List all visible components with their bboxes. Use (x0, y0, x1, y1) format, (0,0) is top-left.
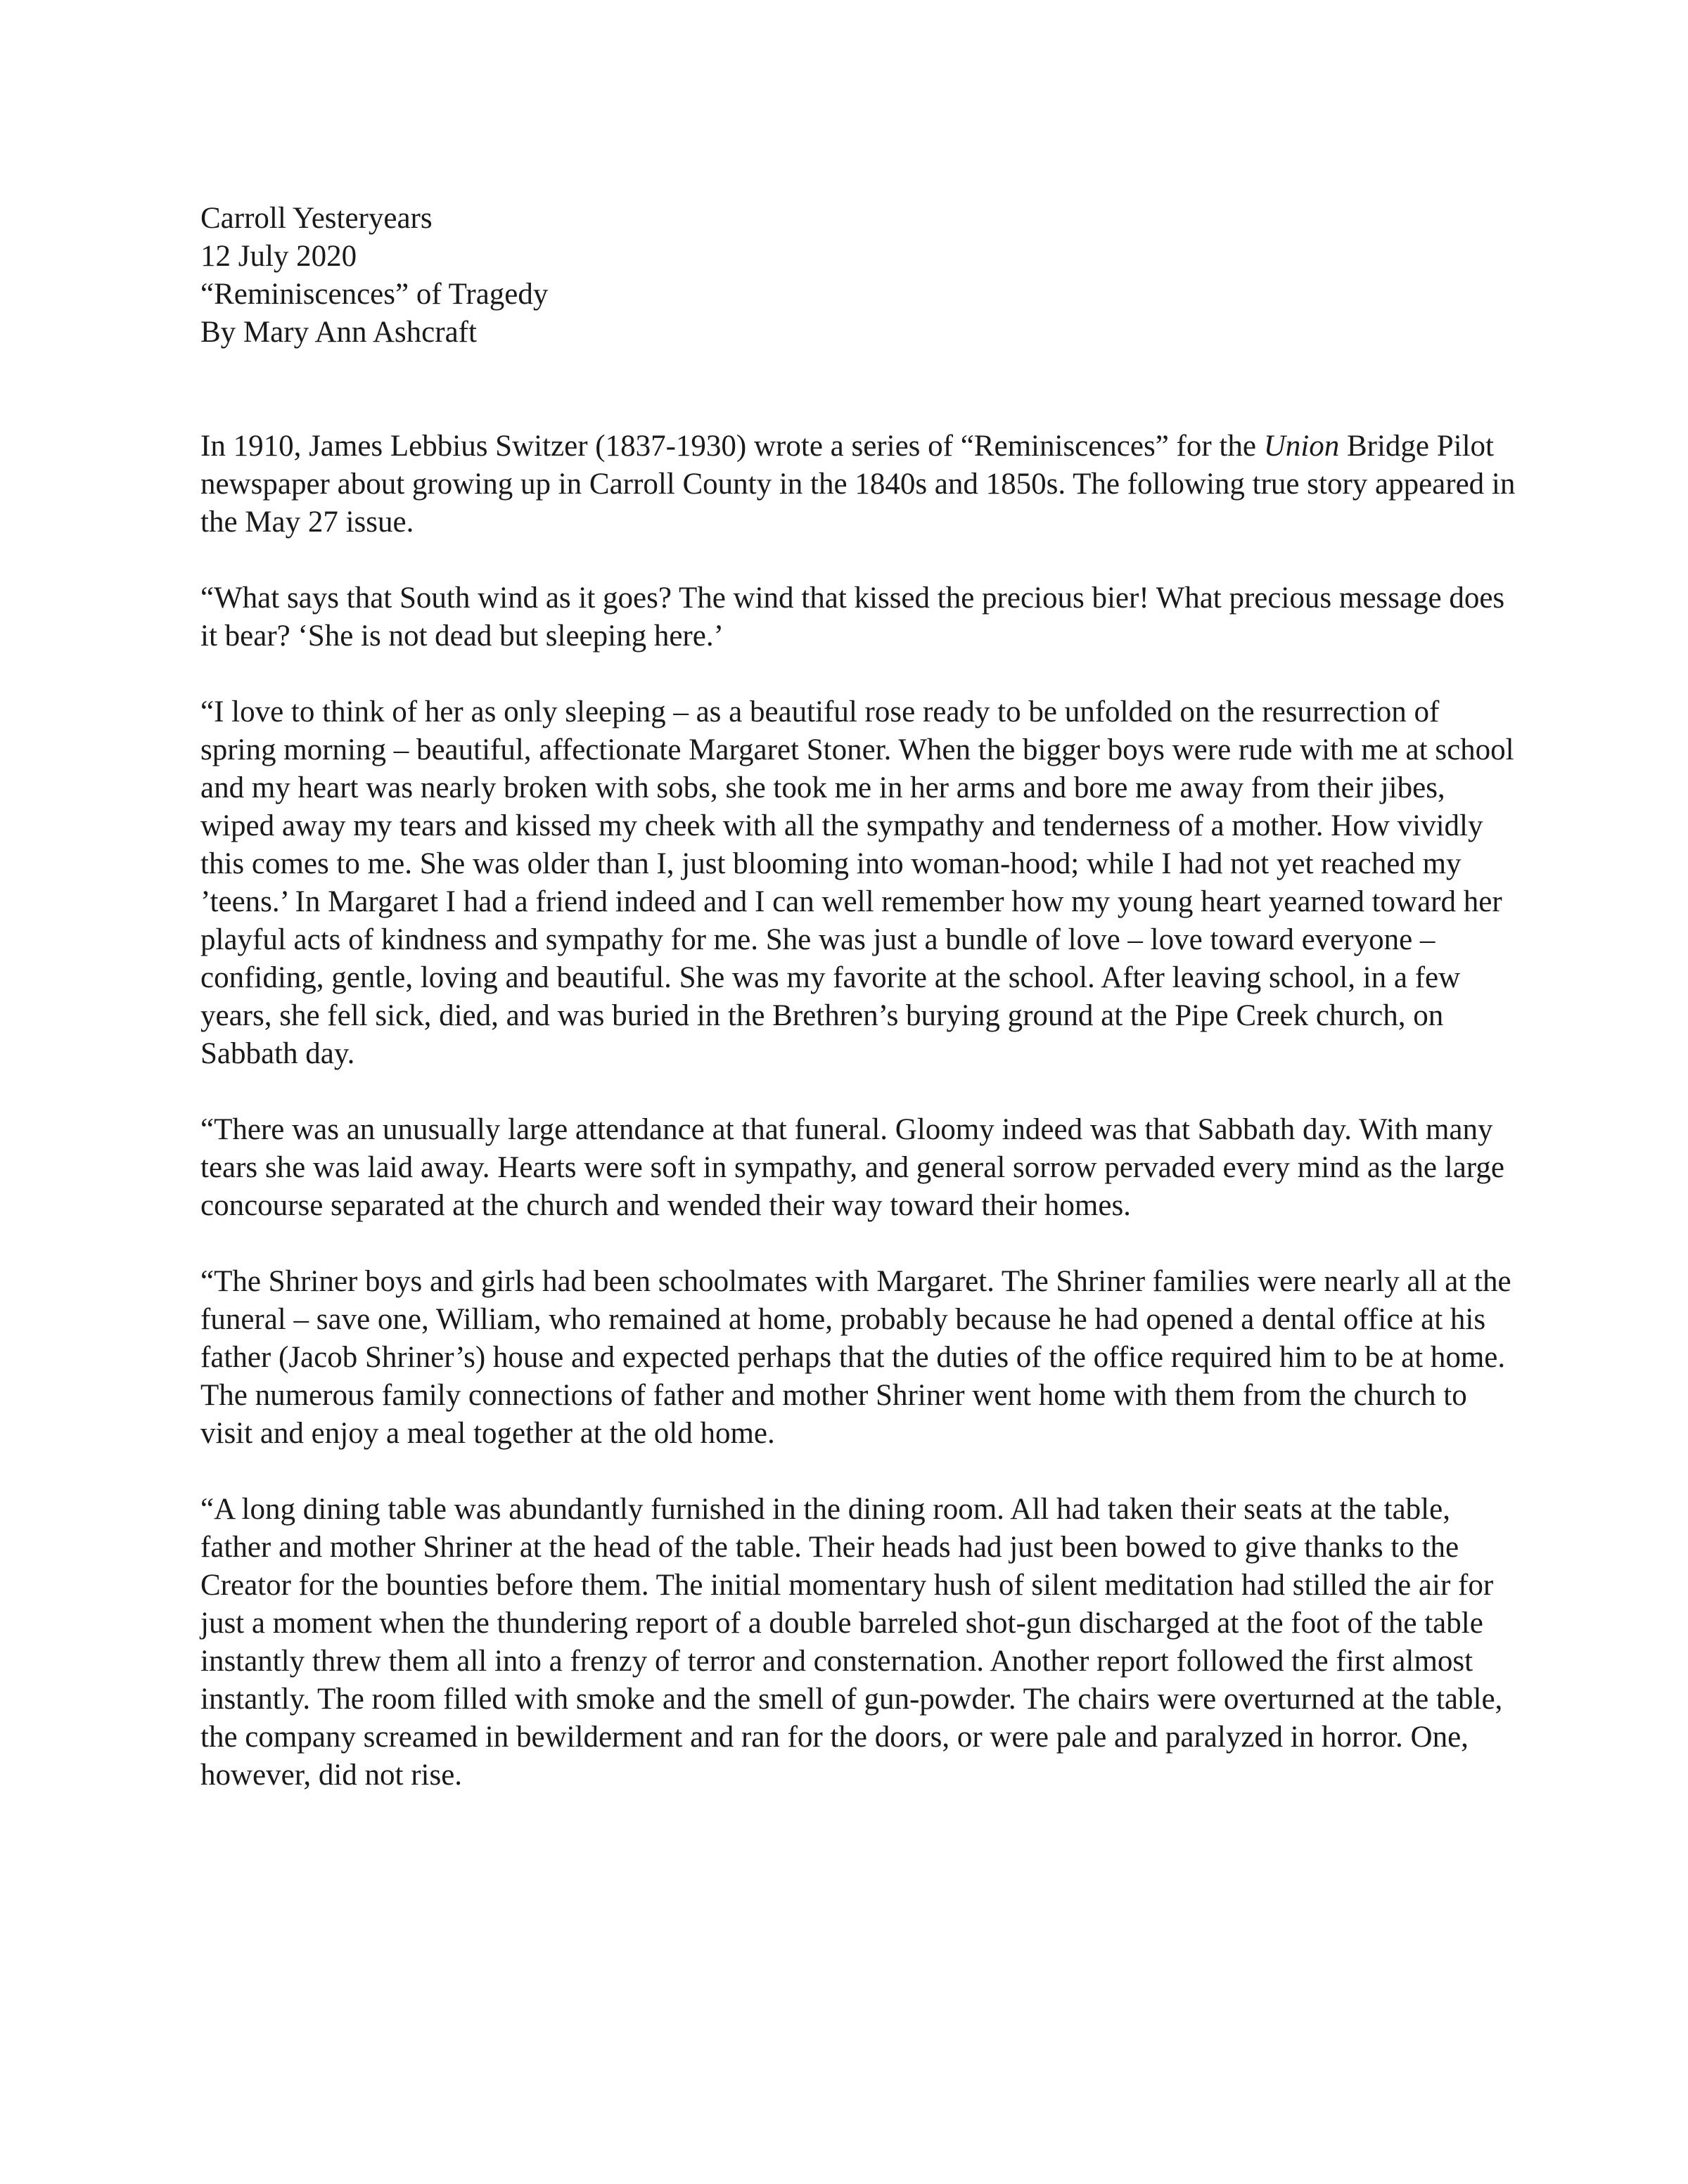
header-spacer (200, 352, 1519, 428)
article-header (200, 200, 1519, 352)
publication-date: 12 July 2020 (200, 240, 357, 273)
intro-text-start: In 1910, James Lebbius Switzer (1837-1930) wrote a series of “Reminiscences” for the (200, 430, 1264, 463)
paragraph-dining-table: “A long dining table was abundantly furnished in the dining room. All had taken their seats at the table, father and mother Shriner at the head of the table. Their heads had just been bowed to give thanks to the Creator for the bounties before them. The initial momentary hush of silent meditation had stilled the air for just a moment when the thundering report of a double barreled shot-gun discharged at the foot of the table instantly threw them all into a frenzy of terror and consternation. Another report followed the first almost instantly. The room filled with smoke and the smell of gun-powder. The chairs were overturned at the table, the company screamed in bewilderment and ran for the doors, or were pale and paralyzed in horror. One, however, did not rise. (200, 1493, 1503, 1792)
intro-text-end: Bridge Pilot newspaper about growing up in Carroll County in the 1840s and 1850s. The following true story appeared in the May 27 issue. (200, 430, 1516, 539)
column-name: Carroll Yesteryears (200, 202, 433, 235)
document-page (200, 200, 1519, 1794)
paragraph-margaret: “I love to think of her as only sleeping – as a beautiful rose ready to be unfolded on the resurrection of spring morning – beautiful, affectionate Margaret Stoner. When the bigger boys were rude with me at school and my heart was nearly broken with sobs, she took me in her arms and bore me away from their jibes, wiped away my tears and kissed my cheek with all the sympathy and tenderness of a mother. How vividly this comes to me. She was older than I, just blooming into woman-hood; while I had not yet reached my ’teens.’ In Margaret I had a friend indeed and I can well remember how my young heart yearned toward her playful acts of kindness and sympathy for me. She was just a bundle of love – love toward everyone – confiding, gentle, loving and beautiful. She was my favorite at the school. After leaving school, in a few years, she fell sick, died, and was buried in the Brethren’s burying ground at the Pipe Creek church, on Sabbath day. (200, 695, 1514, 1070)
byline: By Mary Ann Ashcraft (200, 316, 477, 349)
article-title: “Reminiscences” of Tragedy (200, 278, 549, 311)
paragraph-funeral: “There was an unusually large attendance at that funeral. Gloomy indeed was that Sabbath day. With many tears she was laid away. Hearts were soft in sympathy, and general sorrow pervaded every mind as the large concourse separated at the church and wended their way toward their homes. (200, 1113, 1504, 1222)
paragraph-south-wind: “What says that South wind as it goes? The wind that kissed the precious bier! What precious message does it bear? ‘She is not dead but sleeping here.’ (200, 582, 1505, 653)
paragraph-intro (200, 428, 1519, 541)
newspaper-name-italic: Union (1263, 430, 1340, 463)
paragraph-shriner-family: “The Shriner boys and girls had been schoolmates with Margaret. The Shriner families were nearly all at the funeral – save one, William, who remained at home, probably because he had opened a dental office at his father (Jacob Shriner’s) house and expected perhaps that the duties of the office required him to be at home. The numerous family connections of father and mother Shriner went home with them from the church to visit and enjoy a meal together at the old home. (200, 1265, 1511, 1450)
